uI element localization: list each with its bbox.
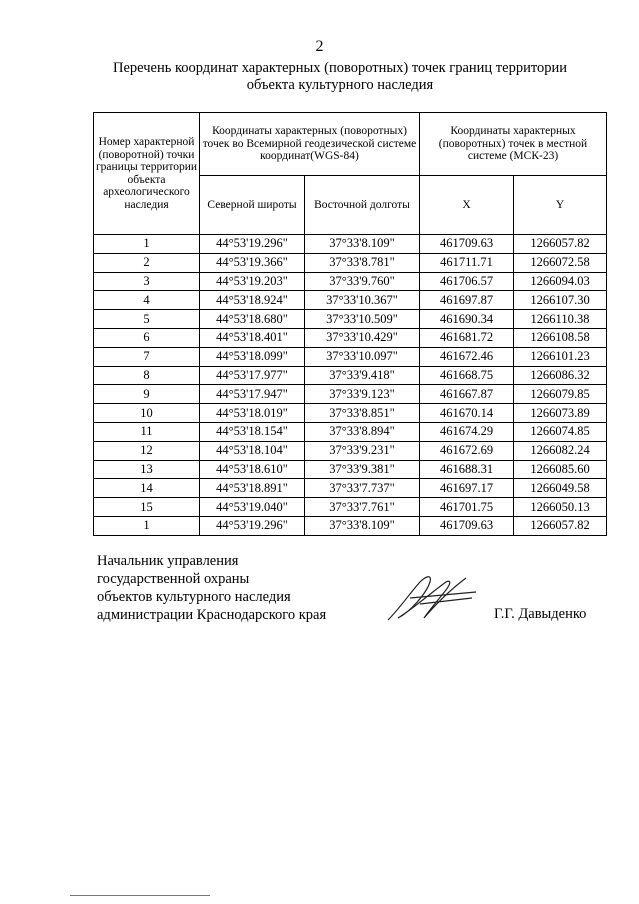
footer-divider — [70, 895, 210, 896]
cell-x: 461690.34 — [420, 310, 514, 329]
cell-latitude: 44°53'19.203" — [200, 272, 305, 291]
cell-x: 461701.75 — [420, 498, 514, 517]
header-y: Y — [514, 176, 607, 235]
cell-point-number: 7 — [94, 347, 200, 366]
cell-y: 1266074.85 — [514, 422, 607, 441]
cell-longitude: 37°33'10.509" — [305, 310, 420, 329]
cell-latitude: 44°53'18.019" — [200, 404, 305, 423]
cell-y: 1266082.24 — [514, 441, 607, 460]
cell-x: 461688.31 — [420, 460, 514, 479]
position-line-3: объектов культурного наследия — [97, 589, 291, 605]
cell-point-number: 6 — [94, 328, 200, 347]
cell-latitude: 44°53'19.296" — [200, 235, 305, 254]
cell-y: 1266057.82 — [514, 516, 607, 535]
cell-point-number: 14 — [94, 479, 200, 498]
cell-y: 1266079.85 — [514, 385, 607, 404]
position-line-4: администрации Краснодарского края — [97, 607, 327, 623]
position-line-1: Начальник управления — [97, 553, 239, 569]
cell-y: 1266101.23 — [514, 347, 607, 366]
title-line-1: Перечень координат характерных (поворотных) точек границ территории — [112, 60, 568, 76]
cell-point-number: 15 — [94, 498, 200, 517]
cell-point-number: 8 — [94, 366, 200, 385]
table-row — [94, 291, 607, 310]
header-point-number: Номер характерной (поворотной) точки границы территории объекта археологического наследия — [94, 113, 200, 235]
cell-x: 461697.87 — [420, 291, 514, 310]
table-body — [94, 235, 607, 536]
cell-y: 1266072.58 — [514, 253, 607, 272]
cell-longitude: 37°33'10.429" — [305, 328, 420, 347]
signatory-name: Г.Г. Давыденко — [494, 606, 587, 622]
table-row — [94, 404, 607, 423]
cell-point-number: 1 — [94, 516, 200, 535]
table-row — [94, 310, 607, 329]
cell-x: 461672.46 — [420, 347, 514, 366]
cell-longitude: 37°33'8.109" — [305, 516, 420, 535]
cell-latitude: 44°53'18.680" — [200, 310, 305, 329]
cell-longitude: 37°33'9.123" — [305, 385, 420, 404]
table-row — [94, 441, 607, 460]
cell-x: 461670.14 — [420, 404, 514, 423]
cell-point-number: 3 — [94, 272, 200, 291]
cell-x: 461709.63 — [420, 235, 514, 254]
document-title — [80, 60, 600, 94]
table-row — [94, 479, 607, 498]
cell-longitude: 37°33'9.760" — [305, 272, 420, 291]
cell-longitude: 37°33'9.231" — [305, 441, 420, 460]
cell-point-number: 10 — [94, 404, 200, 423]
cell-point-number: 11 — [94, 422, 200, 441]
cell-latitude: 44°53'18.610" — [200, 460, 305, 479]
cell-latitude: 44°53'17.977" — [200, 366, 305, 385]
table-row — [94, 235, 607, 254]
cell-point-number: 5 — [94, 310, 200, 329]
cell-y: 1266057.82 — [514, 235, 607, 254]
cell-x: 461706.57 — [420, 272, 514, 291]
cell-latitude: 44°53'18.924" — [200, 291, 305, 310]
cell-longitude: 37°33'9.381" — [305, 460, 420, 479]
title-line-2: объекта культурного наследия — [246, 77, 434, 93]
position-line-2: государственной охраны — [97, 571, 250, 587]
cell-y: 1266073.89 — [514, 404, 607, 423]
cell-y: 1266110.38 — [514, 310, 607, 329]
cell-y: 1266094.03 — [514, 272, 607, 291]
cell-longitude: 37°33'9.418" — [305, 366, 420, 385]
table-row — [94, 328, 607, 347]
table-row — [94, 385, 607, 404]
cell-longitude: 37°33'10.367" — [305, 291, 420, 310]
cell-y: 1266085.60 — [514, 460, 607, 479]
cell-x: 461697.17 — [420, 479, 514, 498]
table-row — [94, 253, 607, 272]
cell-latitude: 44°53'19.296" — [200, 516, 305, 535]
table-row — [94, 366, 607, 385]
cell-x: 461672.69 — [420, 441, 514, 460]
header-x: X — [420, 176, 514, 235]
cell-latitude: 44°53'18.891" — [200, 479, 305, 498]
cell-point-number: 2 — [94, 253, 200, 272]
page-number: 2 — [315, 38, 324, 55]
cell-longitude: 37°33'7.737" — [305, 479, 420, 498]
cell-latitude: 44°53'18.401" — [200, 328, 305, 347]
cell-latitude: 44°53'18.104" — [200, 441, 305, 460]
signature-position — [97, 552, 326, 624]
cell-longitude: 37°33'7.761" — [305, 498, 420, 517]
cell-x: 461668.75 — [420, 366, 514, 385]
header-msk23: Координаты характерных (поворотных) точек в местной системе (МСК-23) — [420, 113, 607, 176]
cell-point-number: 13 — [94, 460, 200, 479]
cell-latitude: 44°53'19.040" — [200, 498, 305, 517]
cell-y: 1266107.30 — [514, 291, 607, 310]
cell-x: 461667.87 — [420, 385, 514, 404]
cell-longitude: 37°33'8.781" — [305, 253, 420, 272]
cell-latitude: 44°53'17.947" — [200, 385, 305, 404]
cell-point-number: 1 — [94, 235, 200, 254]
cell-latitude: 44°53'19.366" — [200, 253, 305, 272]
table-row — [94, 516, 607, 535]
cell-point-number: 12 — [94, 441, 200, 460]
cell-y: 1266049.58 — [514, 479, 607, 498]
cell-x: 461709.63 — [420, 516, 514, 535]
cell-y: 1266050.13 — [514, 498, 607, 517]
cell-longitude: 37°33'10.097" — [305, 347, 420, 366]
table-row — [94, 460, 607, 479]
cell-point-number: 9 — [94, 385, 200, 404]
cell-x: 461711.71 — [420, 253, 514, 272]
table-row — [94, 422, 607, 441]
header-latitude: Северной широты — [200, 176, 305, 235]
cell-latitude: 44°53'18.154" — [200, 422, 305, 441]
cell-longitude: 37°33'8.109" — [305, 235, 420, 254]
cell-latitude: 44°53'18.099" — [200, 347, 305, 366]
cell-x: 461674.29 — [420, 422, 514, 441]
table-row — [94, 272, 607, 291]
table-row — [94, 498, 607, 517]
coordinates-table — [93, 112, 607, 536]
cell-longitude: 37°33'8.894" — [305, 422, 420, 441]
cell-longitude: 37°33'8.851" — [305, 404, 420, 423]
cell-y: 1266108.58 — [514, 328, 607, 347]
cell-x: 461681.72 — [420, 328, 514, 347]
table-row — [94, 347, 607, 366]
handwritten-signature — [380, 568, 480, 628]
header-wgs84: Координаты характерных (поворотных) точек во Всемирной геодезической системе координат(WGS-84) — [200, 113, 420, 176]
cell-y: 1266086.32 — [514, 366, 607, 385]
header-longitude: Восточной долготы — [305, 176, 420, 235]
cell-point-number: 4 — [94, 291, 200, 310]
